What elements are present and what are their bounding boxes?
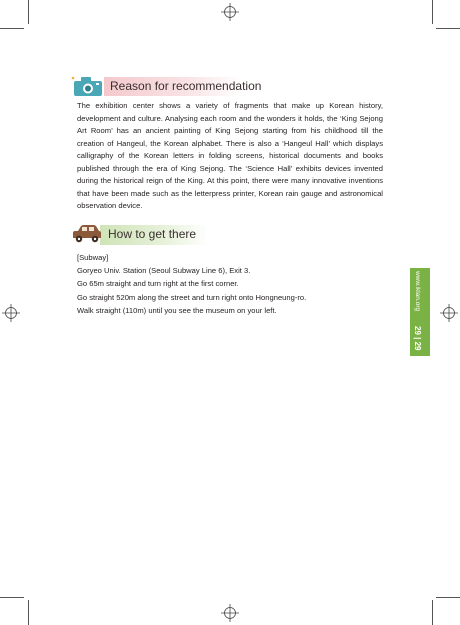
crop-mark <box>436 597 460 598</box>
crop-mark <box>28 0 29 24</box>
crop-mark <box>28 600 29 625</box>
directions-list <box>77 251 383 317</box>
crop-mark <box>436 28 460 29</box>
car-icon <box>70 222 104 246</box>
list-item: [Subway] <box>77 253 109 262</box>
registration-mark <box>221 604 239 622</box>
list-item: Walk straight (110m) until you see the museum on your left. <box>77 305 277 315</box>
recommendation-body: The exhibition center shows a variety of fragments that make up Korean history, development and culture. Analysing each room and the wonders it holds, the ‘King Sejong Art Room’ has an ancient painting of King Sejong starting from his childhood till the creation of Hangeul, the Korean alphabet. There is also a ‘Hangeul Hall’ which displays calligraphy of the Korean letters in folding screens, historical documents and books published through the era of King Sejong. The ‘Science Hall’ exhibits devices invented during the historical reign of the King. At this point, there were many innovative inventions that have been made such as the letterpress printer, Korean rain gauge and astronomical observation device. <box>77 101 383 210</box>
crop-mark <box>0 597 24 598</box>
side-tab <box>410 268 430 356</box>
recommendation-heading <box>70 74 262 98</box>
crop-mark <box>0 28 24 29</box>
list-item: Go straight 520m along the street and turn right onto Hongneung-ro. <box>77 292 307 302</box>
camera-icon <box>70 74 106 98</box>
site-url: www.iklan.org <box>414 271 421 312</box>
crop-mark <box>432 600 433 625</box>
recommendation-heading-label: Reason for recommendation <box>110 79 262 93</box>
directions-heading <box>70 222 210 246</box>
registration-mark <box>440 304 458 322</box>
registration-mark <box>221 3 239 21</box>
page-number: 29 | 29 <box>413 326 422 351</box>
crop-mark <box>432 0 433 24</box>
registration-mark <box>2 304 20 322</box>
list-item: Goryeo Univ. Station (Seoul Subway Line 6), Exit 3. <box>77 266 251 276</box>
directions-heading-label: How to get there <box>108 227 197 241</box>
list-item: Go 65m straight and turn right at the first corner. <box>77 279 239 289</box>
